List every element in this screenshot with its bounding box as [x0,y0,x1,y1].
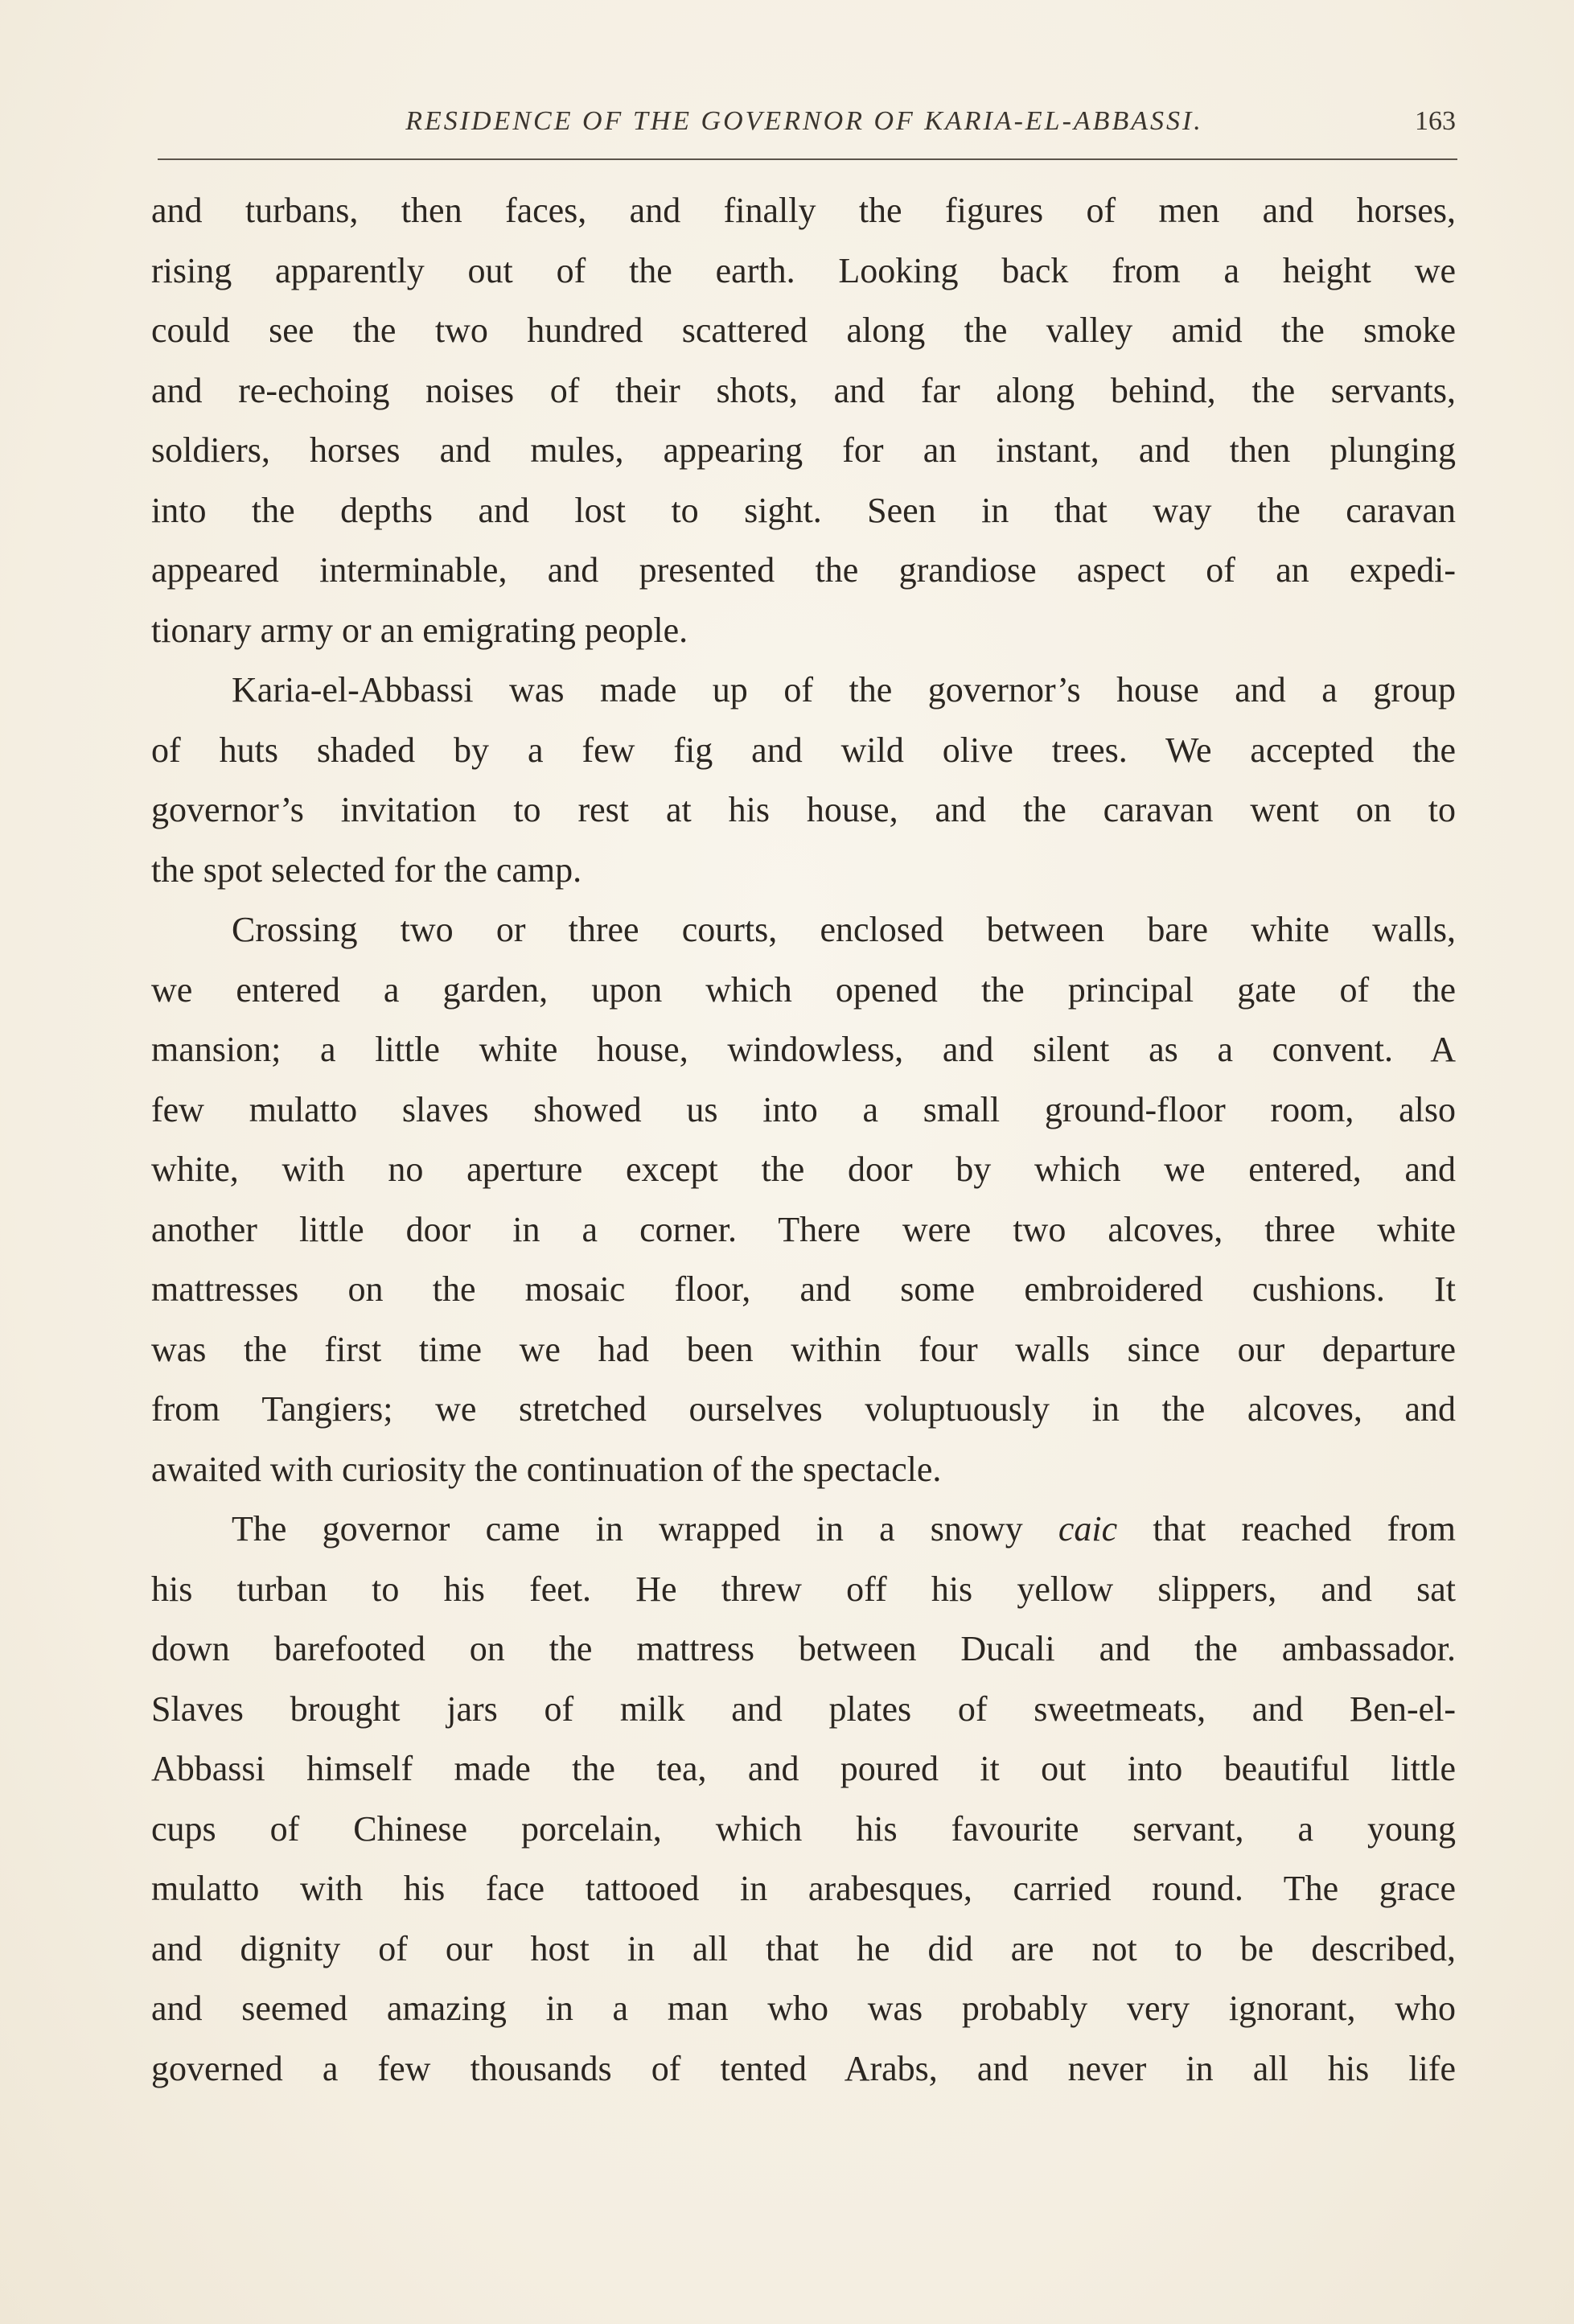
text-line: another little door in a corner. There were two alcoves, three white [151,1209,1456,1249]
running-head [153,95,1456,143]
text-line: we entered a garden, upon which opened the principal gate of the [151,969,1456,1010]
text-line [151,1499,1456,1560]
text-run: that reached from [1117,1509,1456,1549]
text-line: tionary army or an emigrating people. [151,610,688,650]
text-run: The governor came in wrapped in a snowy [232,1509,1058,1549]
text-line: of huts shaded by a few fig and wild olive trees. We accepted the [151,730,1456,770]
text-line: few mulatto slaves showed us into a small ground-floor room, also [151,1089,1456,1129]
text-line: and re-echoing noises of their shots, and far along behind, the servants, [151,370,1456,410]
text-line: Crossing two or three courts, enclosed between bare white walls, [232,910,1456,949]
text-line: Abbassi himself made the tea, and poured it out into beautiful little [151,1749,1456,1788]
text-line: rising apparently out of the earth. Looking back from a height we [151,250,1456,290]
page-number: 163 [1415,106,1456,136]
header-rule [158,158,1457,160]
text-line: governor’s invitation to rest at his house, and the caravan went on to [151,790,1456,829]
text-line: governed a few thousands of tented Arabs, and never in all his life [151,2048,1456,2088]
text-line: into the depths and lost to sight. Seen in that way the caravan [151,490,1456,530]
text-line: appeared interminable, and presented the grandiose aspect of an expedi- [151,550,1456,590]
paragraph [151,900,1456,1499]
text-line: was the first time we had been within four walls since our departure [151,1329,1456,1369]
paragraph [151,660,1456,900]
text-line: Slaves brought jars of milk and plates of sweetmeats, and Ben-el- [151,1688,1456,1729]
text-line: mulatto with his face tattooed in arabesques, carried round. The grace [151,1869,1456,1908]
text-line: cups of Chinese porcelain, which his favourite servant, a young [151,1808,1456,1849]
text-line: from Tangiers; we stretched ourselves voluptuously in the alcoves, and [151,1389,1456,1429]
text-line: awaited with curiosity the continuation of the spectacle. [151,1449,942,1489]
paragraph [151,181,1456,660]
text-line: mansion; a little white house, windowless, and silent as a convent. A [151,1030,1456,1069]
body-text [151,181,1456,2099]
text-line: Karia-el-Abbassi was made up of the governor’s house and a group [232,670,1456,710]
italic-term: caic [1058,1509,1118,1549]
text-line: could see the two hundred scattered along the valley amid the smoke [151,311,1456,350]
text-line: and dignity of our host in all that he did are not to be described, [151,1928,1456,1968]
running-title: RESIDENCE OF THE GOVERNOR OF KARIA-EL-ABBASSI. [405,106,1203,136]
text-line: mattresses on the mosaic floor, and some embroidered cushions. It [151,1269,1456,1309]
text-line: soldiers, horses and mules, appearing for an instant, and then plunging [151,430,1456,470]
text-line: white, with no aperture except the door by which we entered, and [151,1150,1456,1189]
text-line: his turban to his feet. He threw off his yellow slippers, and sat [151,1569,1456,1609]
text-line: the spot selected for the camp. [151,849,582,890]
text-line: down barefooted on the mattress between Ducali and the ambassador. [151,1629,1456,1668]
text-line: and seemed amazing in a man who was probably very ignorant, who [151,1989,1456,2028]
paragraph [151,1499,1456,2099]
text-line: and turbans, then faces, and finally the figures of men and horses, [151,191,1456,230]
